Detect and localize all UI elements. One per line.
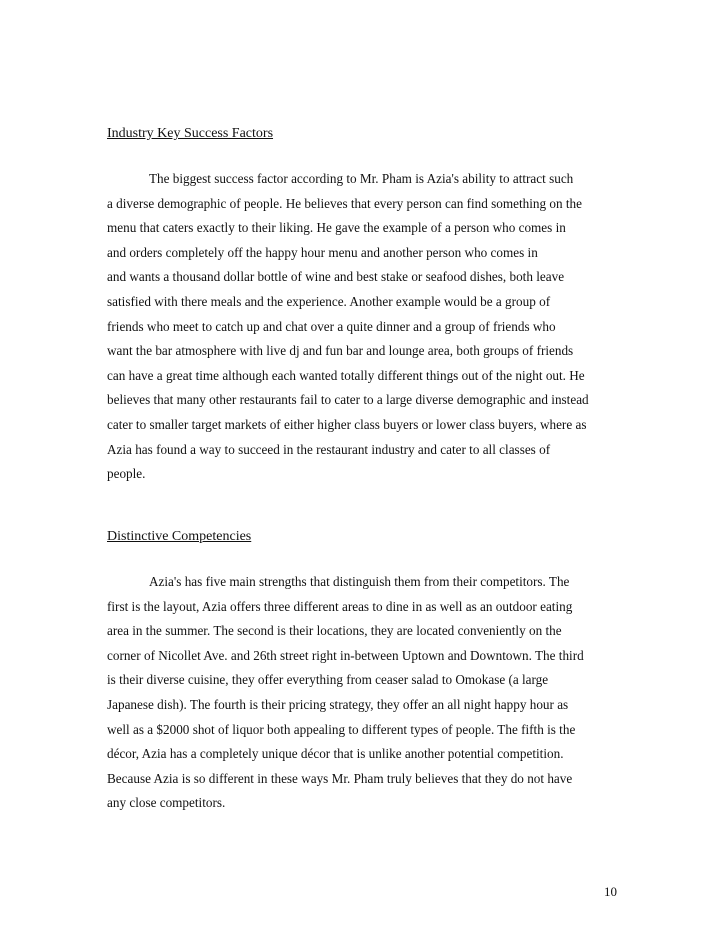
- paragraph-line: Because Azia is so different in these ways Mr. Pham truly believes that they do not have: [107, 770, 573, 786]
- paragraph-line: is their diverse cuisine, they offer everything from ceaser salad to Omokase (a large: [107, 672, 549, 688]
- paragraph-line: and orders completely off the happy hour menu and another person who comes in: [107, 244, 538, 260]
- paragraph-line: The biggest success factor according to Mr. Pham is Azia's ability to attract such: [149, 171, 574, 186]
- section-heading-key-success-factors: Industry Key Success Factors: [107, 126, 274, 141]
- paragraph-line: friends who meet to catch up and chat over a quite dinner and a group of friends who: [107, 318, 556, 334]
- paragraph-line: want the bar atmosphere with live dj and fun bar and lounge area, both groups of friends: [107, 343, 574, 359]
- paragraph-line: décor, Azia has a completely unique décor that is unlike another potential competition.: [107, 746, 564, 762]
- section-heading-distinctive-competencies: Distinctive Competencies: [107, 529, 252, 544]
- page-number: 10: [604, 884, 617, 899]
- paragraph-line: cater to smaller target markets of either higher class buyers or lower class buyers, where as: [107, 416, 587, 432]
- paragraph-line: a diverse demographic of people. He believes that every person can find something on the: [107, 195, 582, 211]
- paragraph-line: Azia has found a way to succeed in the restaurant industry and cater to all classes of: [107, 441, 551, 457]
- paragraph-line: believes that many other restaurants fail to cater to a large diverse demographic and instead: [107, 392, 589, 408]
- paragraph-line: Japanese dish). The fourth is their pricing strategy, they offer an all night happy hour as: [107, 696, 569, 712]
- paragraph-line: people.: [107, 466, 146, 482]
- paragraph-line: and wants a thousand dollar bottle of wine and best stake or seafood dishes, both leave: [107, 269, 565, 285]
- paragraph-line: corner of Nicollet Ave. and 26th street right in-between Uptown and Downtown. The third: [107, 647, 584, 663]
- paragraph-line: can have a great time although each wanted totally different things out of the night out. He: [107, 367, 585, 383]
- paragraph-line: satisfied with there meals and the experience. Another example would be a group of: [107, 293, 551, 309]
- paragraph-distinctive-competencies: [107, 570, 637, 816]
- paragraph-line: Azia's has five main strengths that distinguish them from their competitors. The: [149, 574, 570, 589]
- paragraph-line: menu that caters exactly to their liking. He gave the example of a person who comes in: [107, 220, 566, 236]
- paragraph-line: any close competitors.: [107, 795, 226, 811]
- paragraph-line: first is the layout, Azia offers three different areas to dine in as well as an outdoor eating: [107, 598, 573, 614]
- paragraph-key-success-factors: [107, 167, 637, 487]
- paragraph-line: area in the summer. The second is their locations, they are located conveniently on the: [107, 623, 562, 639]
- paragraph-line: well as a $2000 shot of liquor both appealing to different types of people. The fifth is the: [107, 721, 576, 737]
